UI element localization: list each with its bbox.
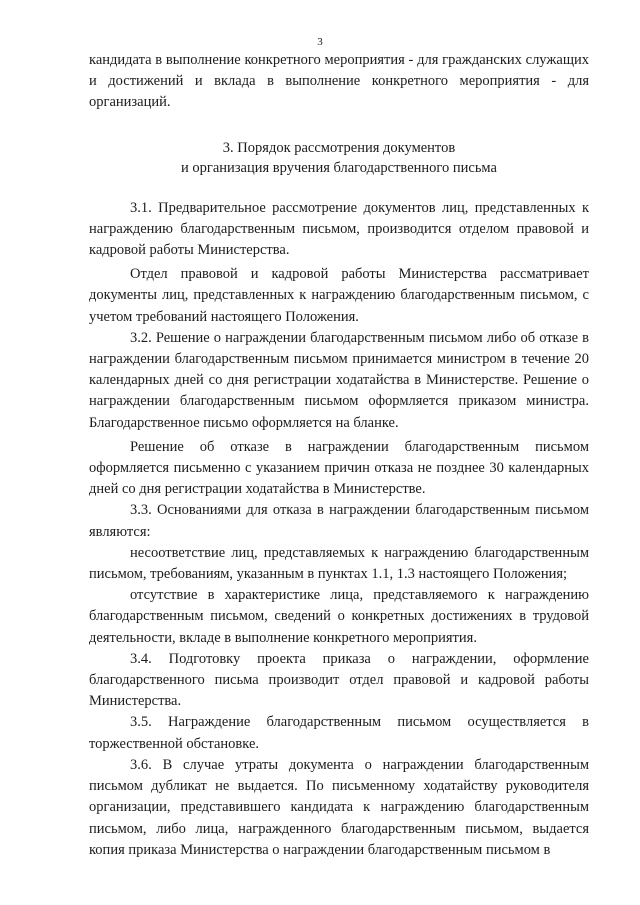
paragraph-3-2-refusal: Решение об отказе в награждении благодарственным письмом оформляется письменно с указанием причин отказа не позднее 30 календарных дней со дня регистрации ходатайства в Министерстве. — [89, 438, 589, 498]
paragraph-3-1: 3.1. Предварительное рассмотрение документов лиц, представленных к награждению благодарственным письмом, производится отделом правовой и кадровой работы Министерства. — [89, 199, 589, 259]
document-body — [89, 50, 589, 861]
paragraph-3-6: 3.6. В случае утраты документа о награждении благодарственным письмом дубликат не выдается. По письменному ходатайству руководителя организации, представившего кандидата к награждению благодарственным письмом, либо лица, награжденного благодарственным письмом, выдается копия приказа Министерства о награждении благодарственным письмом в — [89, 756, 589, 858]
paragraph-3-3-reason-2: отсутствие в характеристике лица, представляемого к награждению благодарственным письмом, сведений о конкретных достижениях в трудовой деятельности, вкладе в выполнение конкретного мероприятия. — [89, 587, 589, 646]
section-heading-line-2: и организация вручения благодарственного письма — [181, 159, 497, 176]
page-number: 3 — [317, 36, 323, 48]
section-heading-line-1: 3. Порядок рассмотрения документов — [222, 139, 456, 156]
section-heading — [89, 138, 589, 178]
paragraph-3-3-reason-1: несоответствие лиц, представляемых к награждению благодарственным письмом, требованиям, указанным в пунктах 1.1, 1.3 настоящего Положения; — [89, 544, 589, 583]
paragraph-3-3: 3.3. Основаниями для отказа в награждении благодарственным письмом являются: — [89, 502, 589, 540]
paragraph-3-2: 3.2. Решение о награждении благодарственным письмом либо об отказе в награждении благодарственным письмом принимается министром в течение 20 календарных дней со дня регистрации ходатайства в Министерстве. Решение о награждении благодарственным письмом оформляется приказом министра. Благодарственное письмо оформляется на бланке. — [89, 329, 589, 431]
paragraph-3-5: 3.5. Награждение благодарственным письмом осуществляется в торжественной обстановке. — [89, 714, 589, 752]
paragraph-3-4: 3.4. Подготовку проекта приказа о награждении, оформление благодарственного письма производит отдел правовой и кадровой работы Министерства. — [89, 650, 589, 710]
paragraph-3-1-review: Отдел правовой и кадровой работы Министерства рассматривает документы лиц, представленных к награждению благодарственным письмом, с учетом требований настоящего Положения. — [89, 266, 589, 325]
intro-paragraph: кандидата в выполнение конкретного мероприятия - для гражданских служащих и достижений и вклада в выполнение конкретного мероприятия - для организаций. — [89, 52, 589, 111]
